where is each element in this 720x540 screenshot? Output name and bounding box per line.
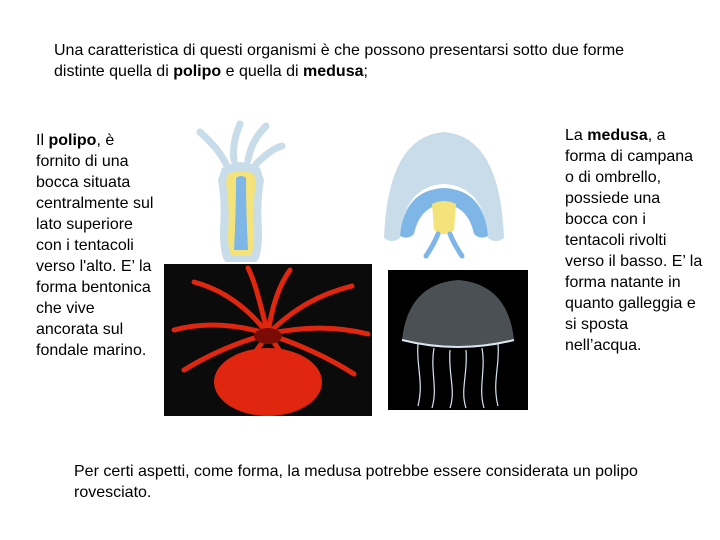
polyp-body-inner — [234, 176, 248, 250]
intro-term-medusa: medusa — [303, 63, 364, 80]
medusa-text-before: La — [565, 127, 588, 144]
medusa-diagram — [380, 126, 508, 260]
medusa-term: medusa — [587, 127, 648, 144]
intro-paragraph — [54, 40, 674, 82]
intro-term-polyp: polipo — [173, 63, 222, 80]
medusa-manubrium — [432, 201, 456, 234]
polyp-text-after: , è fornito di una bocca situata centralmente sul lato superiore con i tentacoli verso l'alto. E’ la forma bentonica che vive ancorata sul fondale marino. — [36, 132, 154, 359]
intro-text: Una caratteristica di questi organismi è che possono presentarsi sotto due forme distinte quella di — [54, 42, 625, 80]
polyp-tentacles — [200, 124, 282, 164]
medusa-tentacles — [426, 234, 462, 256]
medusa-text-after: , a forma di campana o di ombrello, possiede una bocca con i tentacoli rivolti verso il basso. E’ la forma natante in quanto galleggia e si sposta nell’acqua. — [565, 127, 703, 354]
intro-connector: e quella di — [221, 63, 304, 80]
polyp-description — [36, 130, 158, 361]
intro-end: ; — [363, 63, 368, 80]
jellyfish-bell — [402, 280, 514, 347]
closing-paragraph: Per certi aspetti, come forma, la medusa potrebbe essere considerata un polipo rovesciato. — [74, 463, 638, 501]
anemone-mouth — [254, 328, 282, 344]
anemone-body — [214, 348, 322, 416]
polyp-text-before: Il — [36, 132, 49, 149]
medusa-description — [565, 125, 705, 356]
jellyfish-photo — [388, 270, 528, 410]
sea-anemone-photo — [164, 264, 372, 416]
polyp-term: polipo — [48, 132, 97, 149]
jellyfish-tentacles — [418, 344, 499, 408]
polyp-diagram — [196, 118, 286, 266]
